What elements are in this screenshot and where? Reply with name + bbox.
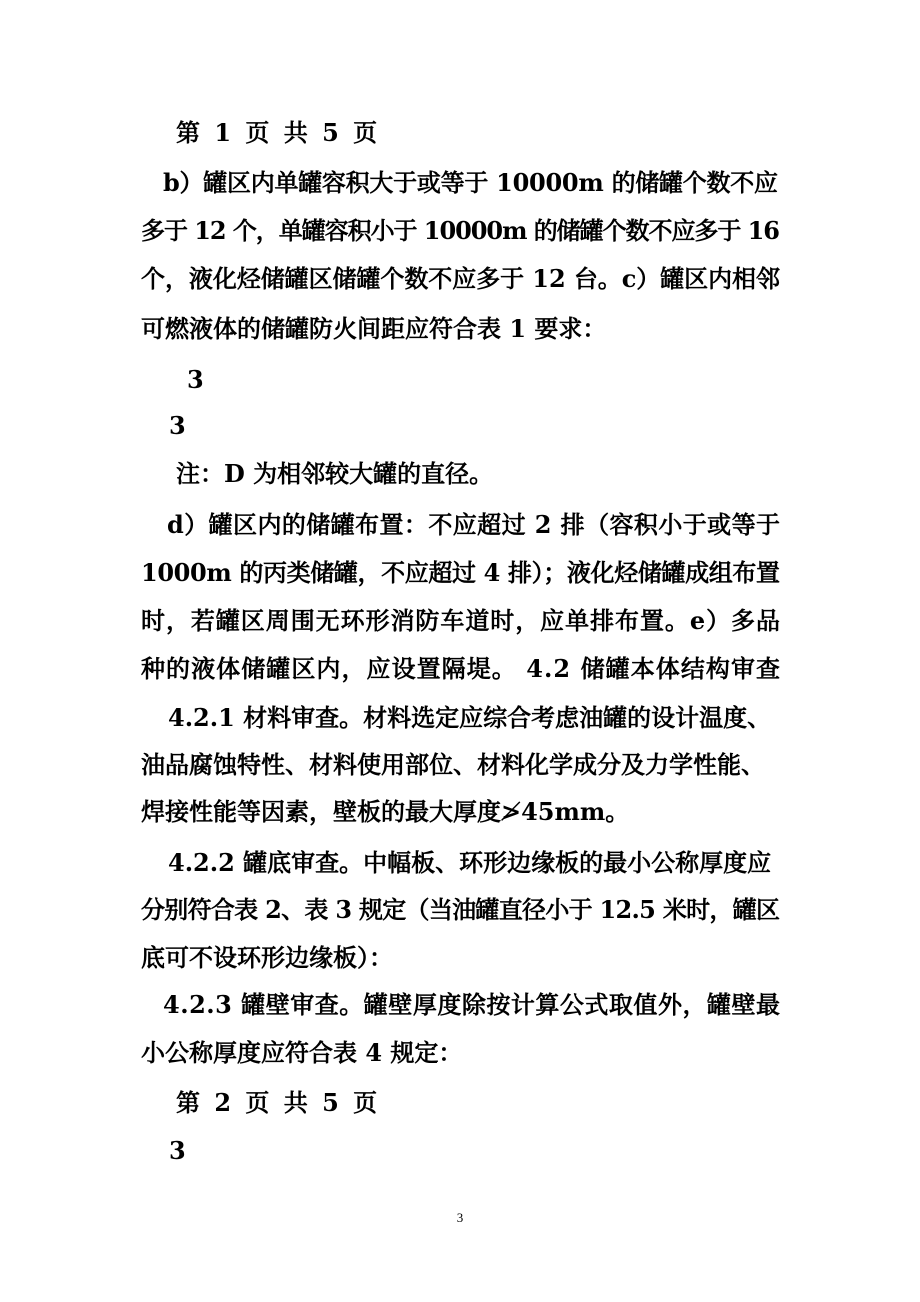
section-heading-4-2-3: 4.2.3 罐壁审查。罐壁厚度除按计算公式取值外，罐壁最 bbox=[163, 990, 781, 1019]
paragraph-line: 可燃液体的储罐防火间距应符合表 1 要求： bbox=[141, 314, 607, 343]
note-line: 注：D 为相邻较大罐的直径。 bbox=[176, 459, 494, 488]
paragraph-line: 底可不设环形边缘板）： bbox=[141, 943, 393, 972]
paragraph-line: 焊接性能等因素，壁板的最大厚度≯45mm。 bbox=[141, 797, 630, 826]
paragraph-line: 种的液体储罐区内，应设置隔堤。 4.2 储罐本体结构审查 bbox=[141, 654, 782, 683]
page-header-2: 第 2 页 共 5 页 bbox=[176, 1088, 378, 1117]
paragraph-line: 小公称厚度应符合表 4 规定： bbox=[141, 1038, 463, 1067]
paragraph-line: 分别符合表 2、表 3 规定（当油罐直径小于 12.5 米时，罐区 bbox=[141, 895, 780, 924]
section-heading-4-2-1: 4.2.1 材料审查。材料选定应综合考虑油罐的设计温度、 bbox=[168, 703, 772, 732]
paragraph-line: 时，若罐区周围无环形消防车道时，应单排布置。e）多品 bbox=[141, 606, 781, 635]
section-heading-4-2-2: 4.2.2 罐底审查。中幅板、环形边缘板的最小公称厚度应 bbox=[168, 848, 772, 877]
page-number: 3 bbox=[456, 1210, 464, 1225]
page-header-1: 第 1 页 共 5 页 bbox=[176, 118, 378, 147]
paragraph-line: 油品腐蚀特性、材料使用部位、材料化学成分及力学性能、 bbox=[141, 750, 765, 779]
paragraph-line: 1000m 的丙类储罐，不应超过 4 排）；液化烃储罐成组布置 bbox=[141, 558, 780, 587]
paragraph-line: d）罐区内的储罐布置：不应超过 2 排（容积小于或等于 bbox=[167, 510, 781, 539]
paragraph-line: b）罐区内单罐容积大于或等于 10000m 的储罐个数不应 bbox=[163, 168, 778, 197]
table-placeholder-number: 3 bbox=[187, 365, 204, 394]
paragraph-line: 多于 12 个，单罐容积小于 10000m 的储罐个数不应多于 16 bbox=[141, 216, 779, 245]
paragraph-line: 个，液化烃储罐区储罐个数不应多于 12 台。c）罐区内相邻 bbox=[141, 264, 780, 293]
table-placeholder-number: 3 bbox=[169, 1136, 186, 1165]
table-placeholder-number: 3 bbox=[169, 411, 186, 440]
